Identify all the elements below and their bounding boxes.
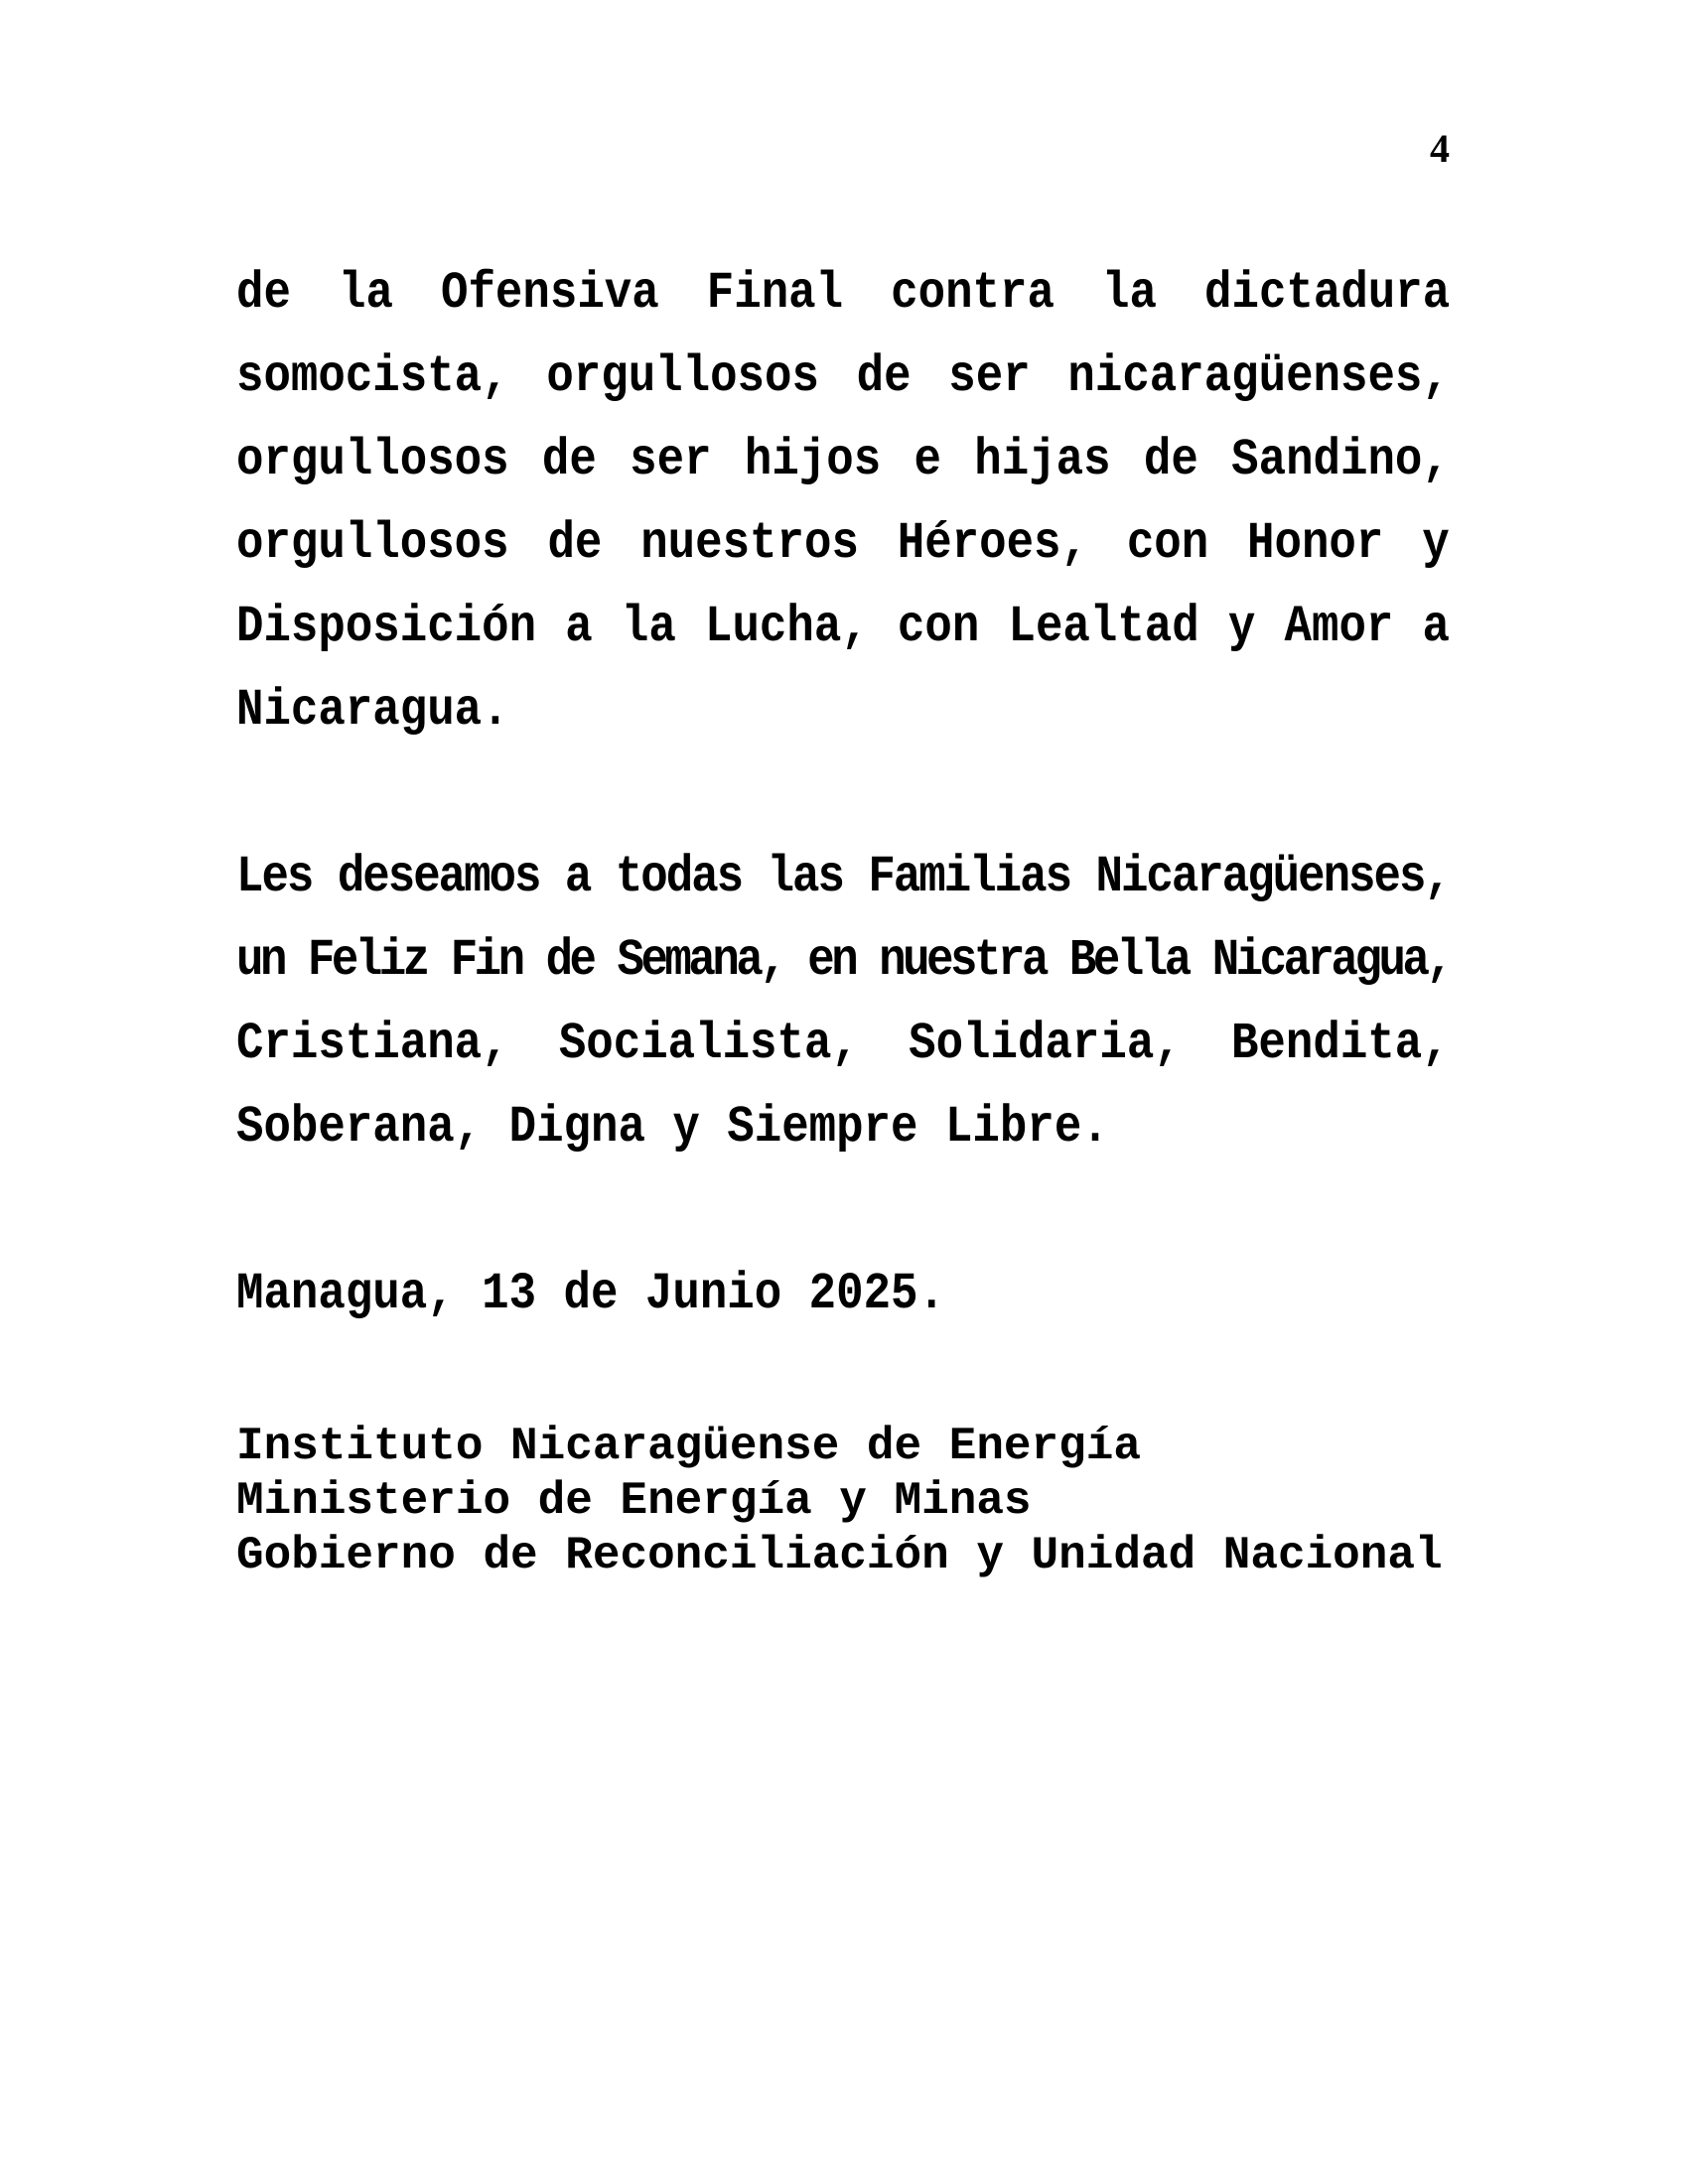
text-line: orgullosos de ser hijos e hijas de Sandino, xyxy=(236,431,1450,489)
text-line: somocista, orgullosos de ser nicaragüenses, xyxy=(236,347,1450,406)
text-line: de la Ofensiva Final contra la dictadura xyxy=(236,264,1451,323)
body-paragraph xyxy=(236,252,1450,752)
text-line: Les deseamos a todas las Familias Nicaragüenses, xyxy=(236,848,1450,906)
text-line: Soberana, Digna y Siempre Libre. xyxy=(236,1098,1109,1157)
body-paragraph xyxy=(236,836,1450,1169)
signature-line: Gobierno de Reconciliación y Unidad Nacional xyxy=(236,1530,1443,1581)
text-line: orgullosos de nuestros Héroes, con Honor y xyxy=(236,514,1450,573)
document-text-block xyxy=(236,252,1450,1583)
page-number: 4 xyxy=(1430,126,1450,171)
text-line: Disposición a la Lucha, con Lealtad y Amor a xyxy=(236,598,1451,656)
text-line: Cristiana, Socialista, Solidaria, Bendita, xyxy=(236,1015,1450,1073)
signature-line: Ministerio de Energía y Minas xyxy=(236,1475,1032,1527)
signature-line: Instituto Nicaragüense de Energía xyxy=(236,1421,1141,1472)
text-line: Nicaragua. xyxy=(236,681,509,740)
date-line: Managua, 13 de Junio 2025. xyxy=(236,1265,945,1323)
text-line: un Feliz Fin de Semana, en nuestra Bella Nicaragua, xyxy=(236,931,1451,990)
date-paragraph xyxy=(236,1253,1450,1336)
signature-block xyxy=(236,1420,1450,1583)
